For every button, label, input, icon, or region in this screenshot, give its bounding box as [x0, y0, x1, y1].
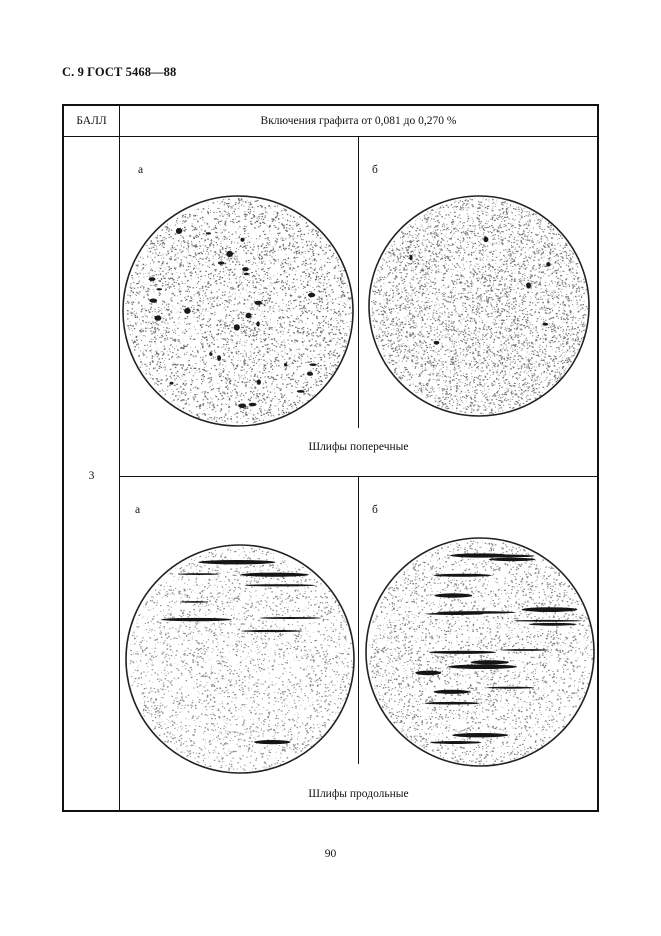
inclusions-column-header: Включения графита от 0,081 до 0,270 %: [260, 115, 457, 127]
ball-column-divider: [119, 106, 120, 810]
inclusion-table: [62, 104, 599, 812]
section-caption-longitudinal: Шлифы продольные: [308, 788, 409, 800]
panel-label-longitudinal-b: б: [372, 504, 378, 516]
micrograph-longitudinal-a: [124, 543, 356, 775]
ball-column-header: БАЛЛ: [76, 115, 107, 127]
micrograph-longitudinal-b: [364, 536, 596, 768]
panel-divider-top: [358, 136, 359, 428]
section-caption-transverse: Шлифы поперечные: [308, 441, 409, 453]
panel-divider-bottom: [358, 476, 359, 764]
ball-value: 3: [88, 470, 95, 482]
micrograph-transverse-b: [367, 194, 591, 418]
panel-label-transverse-a: а: [138, 164, 144, 176]
panel-label-transverse-b: б: [372, 164, 378, 176]
panel-label-longitudinal-a: а: [135, 504, 141, 516]
page-header: С. 9 ГОСТ 5468—88: [62, 65, 177, 79]
header-row-divider: [64, 136, 597, 137]
page-number: 90: [324, 848, 337, 860]
micrograph-transverse-a: [121, 194, 355, 428]
